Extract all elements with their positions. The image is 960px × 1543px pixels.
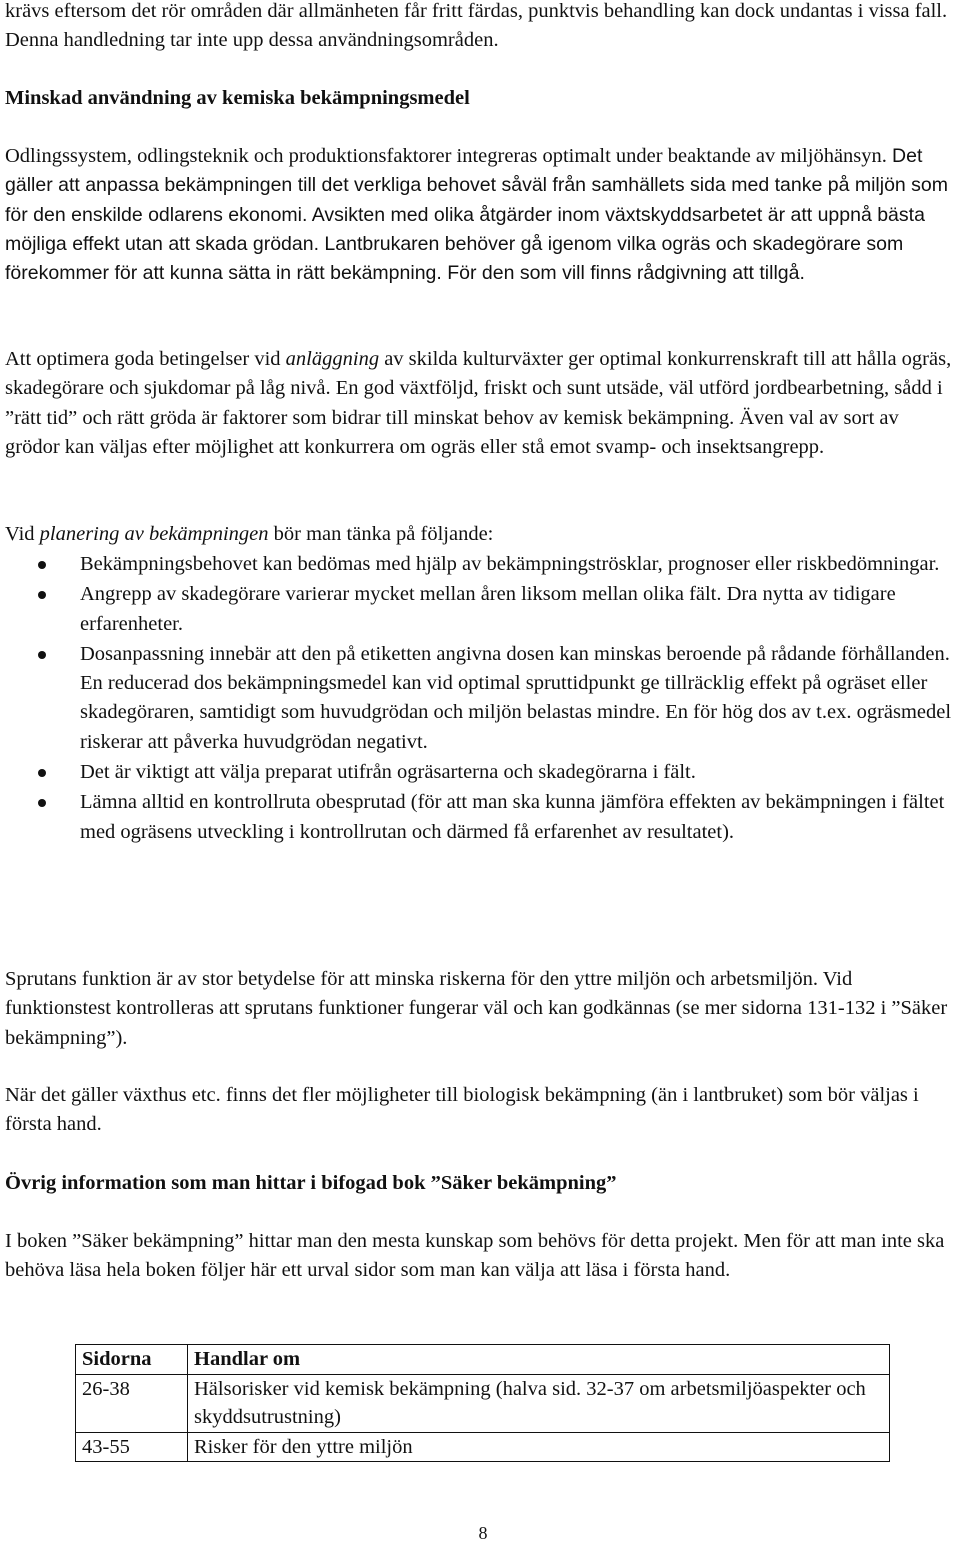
list-item: [0, 640, 955, 757]
bullet-icon: [38, 799, 46, 807]
section-heading-reduced-use: Minskad användning av kemiska bekämpningsmedel: [5, 87, 470, 109]
optimize-emphasis: anläggning: [285, 348, 380, 370]
intro-paragraph: krävs eftersom det rör områden där allmänheten får fritt färdas, punktvis behandling kan dock undantas i vissa fall. Denna handledning tar inte upp dessa användningsområden.: [5, 0, 948, 52]
list-item: [0, 788, 955, 847]
table-cell-topic: Hälsorisker vid kemisk bekämpning (halva sid. 32-37 om arbetsmiljöaspekter och skyddsutrustning): [188, 1374, 890, 1432]
planning-text-end: bör man tänka på följande:: [268, 523, 494, 545]
pages-table: [75, 1344, 890, 1462]
planning-bullet-list: [0, 550, 955, 848]
bullet-icon: [38, 561, 46, 569]
table-row: [76, 1432, 890, 1462]
greenhouse-paragraph: När det gäller växthus etc. finns det fler möjligheter till biologisk bekämpning (än i lantbruket) som bör väljas i första hand.: [5, 1084, 919, 1136]
list-item-text: Det är viktigt att välja preparat utifrån ogräsarterna och skadegörarna i fält.: [80, 761, 696, 784]
optimize-paragraph: [5, 345, 955, 462]
section-heading-other-info: Övrig information som man hittar i bifogad bok ”Säker bekämpning”: [5, 1172, 617, 1194]
reduced-use-paragraph: [5, 142, 955, 288]
list-item-text: Bekämpningsbehovet kan bedömas med hjälp av bekämpningströsklar, prognoser eller riskbedömningar.: [80, 553, 940, 575]
bullet-icon: [38, 591, 46, 599]
list-item: [0, 550, 955, 579]
sprayer-paragraph: Sprutans funktion är av stor betydelse för att minska riskerna för den yttre miljön och arbetsmiljön. Vid funktionstest kontrolleras att sprutans funktioner fungerar väl och kan godkännas (se mer sidorna 131-132 i ”Säker bekämpning”).: [5, 968, 948, 1049]
optimize-text-end: av skilda kulturväxter ger optimal konkurrenskraft till att hålla ogräs, skadegörare och sjukdomar på låg nivå. En god växtföljd, friskt och sunt utsäde, väl utförd jordbearbetning, sådd i ”rätt tid” och rätt gröda är faktorer som bidrar till minskat behov av kemisk bekämpning. Även val av sort av grödor kan väljas efter möjlighet att konkurrera om ogräs eller stå emot svamp- och insektsangrepp.: [5, 348, 952, 458]
table-cell-topic: Risker för den yttre miljön: [188, 1432, 890, 1462]
reduced-use-text-serif: Odlingssystem, odlingsteknik och produktionsfaktorer integreras optimalt under beaktande av miljöhänsyn.: [5, 145, 887, 167]
planning-text-start: Vid: [5, 523, 40, 545]
table-cell-pages: 43-55: [76, 1432, 188, 1462]
reduced-use-text-sans: Det gäller att anpassa bekämpningen till det verkliga behovet såväl från samhällets sida med tanke på miljön som för den enskilde odlarens ekonomi. Avsikten med olika åtgärder inom växtskyddsarbetet är att uppnå bästa möjliga effekt utan att skada grödan. Lantbrukaren behöver gå igenom vilka ogräs och skadegörare som förekommer för att kunna sätta in rätt bekämpning. För den som vill finns rådgivning att tillgå.: [5, 145, 949, 285]
column-header-pages: Sidorna: [76, 1345, 188, 1375]
list-item-text: Angrepp av skadegörare varierar mycket mellan åren liksom mellan olika fält. Dra nytta av tidigare erfarenheter.: [80, 583, 896, 635]
planning-emphasis: planering av bekämpningen: [39, 523, 269, 545]
list-item-text: Lämna alltid en kontrollruta obesprutad (för att man ska kunna jämföra effekten av bekämpningen i fältet med ogräsens utveckling i kontrollrutan och därmed få erfarenhet av resultatet).: [80, 791, 945, 843]
optimize-text-start: Att optimera goda betingelser vid: [5, 348, 286, 370]
page-number: 8: [478, 1523, 488, 1543]
list-item-text: Dosanpassning innebär att den på etiketten angivna dosen kan minskas beroende på rådande förhållanden. En reducerad dos bekämpningsmedel kan vid optimal spruttidpunkt ge tillräcklig effekt på ogräset eller skadegöraren, samtidigt som huvudgrödan och miljön belastas mindre. En för hög dos av t.ex. ogräsmedel riskerar att påverka huvudgrödan negativt.: [80, 642, 952, 753]
list-item: [0, 580, 955, 639]
bullet-icon: [38, 769, 46, 777]
bullet-icon: [38, 651, 46, 659]
list-item: [0, 758, 955, 787]
table-cell-pages: 26-38: [76, 1374, 188, 1432]
table-header-row: [76, 1345, 890, 1375]
other-info-paragraph: I boken ”Säker bekämpning” hittar man den mesta kunskap som behövs för detta projekt. Men för att man inte ska behöva läsa hela boken följer här ett urval sidor som man kan välja att läsa i första hand.: [5, 1230, 945, 1282]
column-header-topic: Handlar om: [188, 1345, 890, 1375]
planning-intro: [5, 520, 955, 549]
table-row: [76, 1374, 890, 1432]
